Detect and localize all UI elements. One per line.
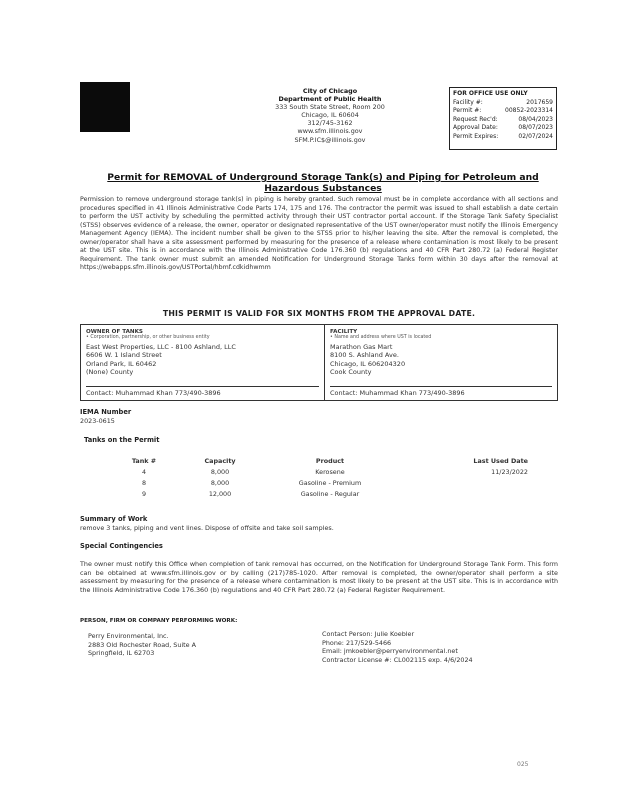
iema-label: IEMA Number xyxy=(80,408,132,416)
tank-product: Gasoline - Regular xyxy=(300,490,360,498)
owner-subheading: • Corporation, partnership, or other business entity xyxy=(86,335,210,340)
contractor-firm xyxy=(88,632,308,658)
office-label: Facility #: xyxy=(453,98,483,106)
header-line: Department of Public Health xyxy=(278,95,382,104)
office-label: Permit Expires: xyxy=(453,132,499,140)
office-row-expires xyxy=(453,133,553,142)
header-line: City of Chicago xyxy=(302,87,358,95)
owner-box xyxy=(81,325,324,400)
firm-line: Springfield, IL 62703 xyxy=(88,649,155,658)
contractor-contact xyxy=(322,630,558,664)
tank-product: Kerosene xyxy=(315,468,345,476)
facility-box xyxy=(324,325,557,400)
office-label: Request Rec'd: xyxy=(453,115,498,123)
work-heading: Summary of Work xyxy=(80,515,148,523)
tank-number: 8 xyxy=(141,479,147,487)
tank-capacity: 12,000 xyxy=(208,490,232,498)
iema-value: 2023-0615 xyxy=(80,417,115,425)
facility-subheading: • Name and address where UST is located xyxy=(330,335,432,340)
tank-number: 9 xyxy=(141,490,147,498)
tank-capacity: 8,000 xyxy=(210,468,230,476)
office-value: 08/04/2023 xyxy=(518,115,553,123)
column-header: Product xyxy=(315,457,345,465)
contact-line: Contractor License #: CL002115 exp. 4/6/2024 xyxy=(322,655,473,664)
table-row xyxy=(108,467,528,478)
tank-capacity: 8,000 xyxy=(210,479,230,487)
document-title: Permit for REMOVAL of Underground Storage Tank(s) and Piping for Petroleum and Hazardous Substances xyxy=(107,172,539,194)
seal-logo xyxy=(80,82,130,132)
header-line: SFM.P.IC$@illinois.gov xyxy=(294,135,366,144)
contractor-heading: PERSON, FIRM OR COMPANY PERFORMING WORK: xyxy=(80,618,238,624)
tank-product: Gasoline - Premium xyxy=(298,479,362,487)
contact-line: Phone: 217/529-5466 xyxy=(322,638,392,647)
facility-line: Cook County xyxy=(330,368,372,377)
tank-last-used xyxy=(400,478,528,489)
office-value: 00852-2023314 xyxy=(505,107,553,115)
office-use-title: FOR OFFICE USE ONLY xyxy=(453,90,528,97)
office-row-permit xyxy=(453,107,553,116)
owner-line: Orland Park, IL 60462 xyxy=(86,359,157,368)
office-value: 08/07/2023 xyxy=(518,124,553,132)
facility-line: 8100 S. Ashland Ave. xyxy=(330,351,399,360)
intro-paragraph: Permission to remove underground storage tank(s) in piping is hereby granted. Such removal must be in complete accordance with all sections and procedures specified in 41 Illinois Administrative Code Parts 174, 175 and 176. The contractor the permit was issued to shall establish a date certain to perform the UST activity by scheduling the permitted activity through their UST contractor portal account. If the Storage Tank Safety Specialist (STSS) observes evidence of a release, the owner, operator or designated representative of the UST owner/operator must notify the Illinois Emergency Management Agency (IEMA). The incident number shall be given to the STSS prior to his/her leaving the site. After the removal is completed, the owner/operator shall have a site assessment performed by measuring for the presence of a release where contamination is most likely to be present at the UST site. This is in accordance with the Illinois Administrative Code 176.360 (b) regulations and 40 CFR Part 280.72 (a) Federal Register Requirement. The tank owner must submit an amended Notification for Underground Storage Tanks form within 30 days after the removal at https://webapps.sfm.illinois.gov/USTPortal/hbmf.cdkidhwmm xyxy=(80,196,558,272)
table-row xyxy=(108,478,528,489)
column-header: Capacity xyxy=(204,457,236,465)
column-header: Last Used Date xyxy=(473,457,528,465)
firm-line: Perry Environmental, Inc. xyxy=(88,632,169,640)
tank-last-used xyxy=(400,489,528,500)
office-value: 02/07/2024 xyxy=(518,132,553,140)
work-text: remove 3 tanks, piping and vent lines. Dispose of offsite and take soil samples. xyxy=(80,524,334,532)
owner-contact: Contact: Muhammad Khan 773/490-3896 xyxy=(86,386,319,397)
validity-statement: THIS PERMIT IS VALID FOR SIX MONTHS FROM THE APPROVAL DATE. xyxy=(162,309,476,318)
tanks-table xyxy=(108,456,528,500)
header-line: 333 South State Street, Room 200 xyxy=(275,103,385,112)
office-row-request xyxy=(453,116,553,125)
office-label: Approval Date: xyxy=(453,124,498,132)
tanks-header-row xyxy=(108,456,528,467)
department-header xyxy=(240,87,420,144)
owner-line: (None) County xyxy=(86,368,134,377)
office-value: 2017659 xyxy=(526,98,553,106)
facility-line: Marathon Gas Mart xyxy=(330,343,393,351)
contingencies-text: The owner must notify this Office when completion of tank removal has occurred, on the Notification for Underground Storage Tank Form. This form can be obtained at www.sfm.illinois.gov or by calling (217)785-1020. After removal is completed, the owner/operator shall perform a site assessment by measuring for the presence of a release where contamination is most likely to be present at the UST site. This is in accordance with the Illinois Administrative Code 176.360 (b) regulations and 40 CFR Part 280.72 (a) Federal Register Requirement. xyxy=(80,560,558,594)
firm-line: 2883 Old Rochester Road, Suite A xyxy=(88,640,196,649)
office-label: Permit #: xyxy=(453,107,482,115)
contingencies-heading: Special Contingencies xyxy=(80,542,163,550)
owner-facility-boxes xyxy=(80,324,558,401)
owner-line: East West Properties, LLC - 8100 Ashland, LLC xyxy=(86,343,236,351)
tanks-heading: Tanks on the Permit xyxy=(84,436,160,444)
facility-contact: Contact: Muhammad Khan 773/490-3896 xyxy=(330,386,552,397)
header-line: www.sfm.illinois.gov xyxy=(297,127,363,136)
office-row-approval xyxy=(453,124,553,133)
table-row xyxy=(108,489,528,500)
owner-heading: OWNER OF TANKS xyxy=(86,329,143,335)
contact-line: Contact Person: Julie Koebler xyxy=(322,630,415,638)
tank-last-used: 11/23/2022 xyxy=(491,468,528,476)
page-number: 025 xyxy=(517,761,529,768)
facility-heading: FACILITY xyxy=(330,329,358,335)
contact-line: Email: jmkoebler@perryenvironmental.net xyxy=(322,647,458,656)
header-line: 312/745-3162 xyxy=(307,119,353,128)
office-row-facility xyxy=(453,99,553,108)
header-line: Chicago, IL 60604 xyxy=(301,111,359,120)
owner-line: 6606 W. 1 Island Street xyxy=(86,351,162,360)
column-header: Tank # xyxy=(131,457,157,465)
office-use-box xyxy=(449,87,557,150)
facility-line: Chicago, IL 606204320 xyxy=(330,359,406,368)
tank-number: 4 xyxy=(141,468,147,476)
